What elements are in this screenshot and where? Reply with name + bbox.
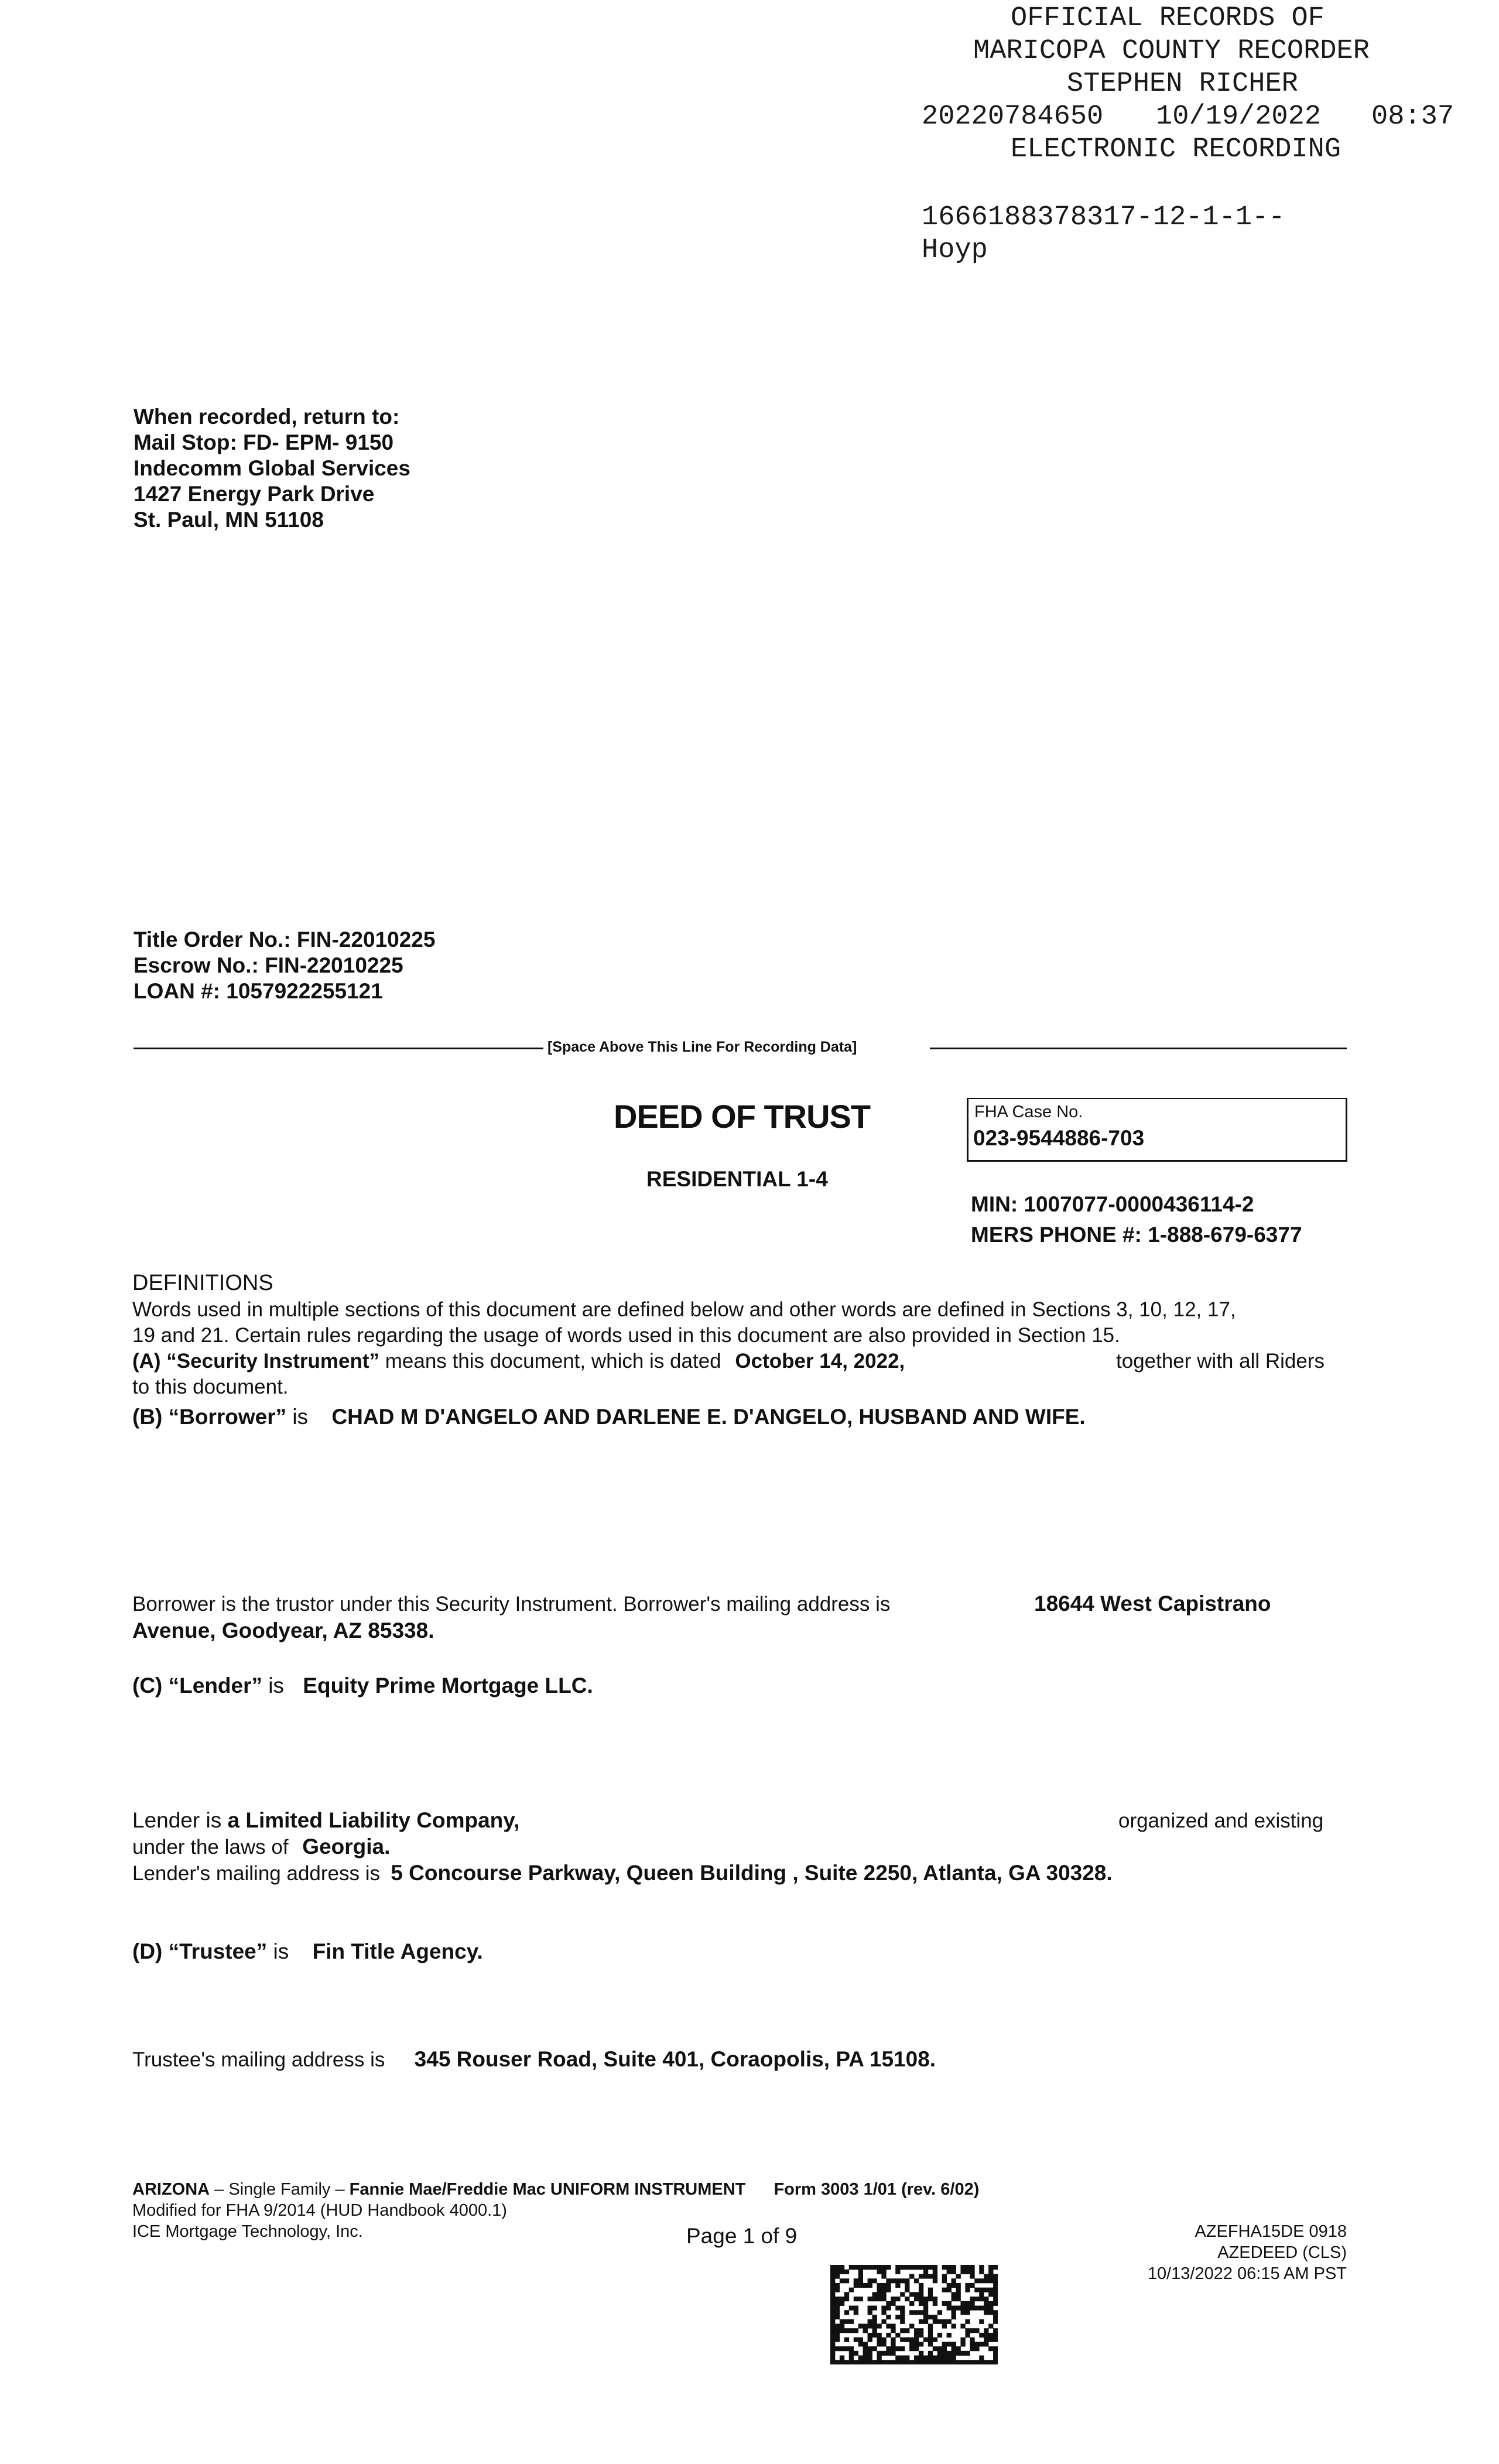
trustee-address-label: Trustee's mailing address is [132, 2048, 385, 2071]
footer-vendor: ICE Mortgage Technology, Inc. [132, 2222, 363, 2241]
definition-a-text: means this document, which is dated [385, 1350, 721, 1373]
definition-d-label: (D) “Trustee” [132, 1939, 268, 1963]
lender-address-row [132, 1860, 1113, 1887]
title-order-label: Title Order No.: [134, 928, 291, 952]
title-order-number: FIN-22010225 [296, 928, 436, 952]
title-order-row [134, 926, 435, 953]
separator-rule-left [134, 1048, 543, 1049]
footer-code-2: AZEDEED (CLS) [1217, 2243, 1347, 2262]
footer-form-number: Form 3003 1/01 (rev. 6/02) [774, 2180, 980, 2199]
lender-laws-label: under the laws of [132, 1836, 289, 1859]
stamp-line-5: ELECTRONIC RECORDING [1011, 134, 1341, 165]
document-subtitle: RESIDENTIAL 1-4 [646, 1167, 828, 1191]
lender-address-label: Lender's mailing address is [132, 1862, 381, 1885]
separator-rule-right [930, 1048, 1347, 1049]
return-to-street: 1427 Energy Park Drive [134, 482, 375, 506]
lender-type: a Limited Liability Company, [227, 1808, 520, 1832]
footer-family: – Single Family – [214, 2180, 345, 2199]
escrow-number: FIN-22010225 [265, 953, 403, 977]
borrower-names: CHAD M D'ANGELO AND DARLENE E. D'ANGELO, HUSBAND AND WIFE. [331, 1405, 1086, 1429]
trustee-address-row [132, 2046, 936, 2073]
mers-min-number: 1007077-0000436114-2 [1024, 1192, 1254, 1216]
loan-number: 1057922255121 [226, 979, 383, 1003]
definition-a-label: (A) “Security Instrument” [132, 1350, 379, 1373]
stamp-tracking-number: 1666188378317-12-1-1-- [922, 202, 1285, 233]
borrower-address-line-2: Avenue, Goodyear, AZ 85338. [132, 1618, 434, 1642]
definitions-intro-line-1: Words used in multiple sections of this document are defined below and other words are defined in Sections 3, 10, 12, 17, [132, 1298, 1236, 1321]
lender-name: Equity Prime Mortgage LLC. [303, 1674, 593, 1698]
definition-b-row [132, 1404, 1086, 1431]
definition-a-riders: together with all Riders [1116, 1350, 1325, 1373]
footer-code-1: AZEFHA15DE 0918 [1195, 2222, 1347, 2241]
lender-state: Georgia. [302, 1835, 391, 1859]
mers-min-label: MIN: [971, 1192, 1018, 1216]
escrow-label: Escrow No.: [134, 953, 259, 977]
lender-is: Lender is [132, 1808, 222, 1832]
trustee-name: Fin Title Agency. [312, 1939, 483, 1963]
datamatrix-barcode [830, 2265, 998, 2364]
fha-case-label: FHA Case No. [974, 1103, 1083, 1121]
fha-case-box [967, 1098, 1347, 1162]
recording-data-label: [Space Above This Line For Recording Data] [547, 1039, 857, 1055]
loan-label: LOAN #: [134, 979, 220, 1003]
page-number: Page 1 of 9 [686, 2224, 798, 2248]
mers-phone-number: 1-888-679-6377 [1148, 1223, 1302, 1247]
mers-phone-label: MERS PHONE #: [971, 1223, 1142, 1247]
footer-modified: Modified for FHA 9/2014 (HUD Handbook 4000.1) [132, 2201, 507, 2220]
footer-state: ARIZONA [132, 2180, 210, 2199]
borrower-address-intro: Borrower is the trustor under this Security Instrument. Borrower's mailing address is [132, 1593, 891, 1616]
return-to-company: Indecomm Global Services [134, 456, 410, 480]
definition-d-row [132, 1938, 483, 1965]
mers-min-row [971, 1191, 1254, 1218]
definition-c-is: is [268, 1674, 285, 1698]
definitions-intro-line-2: 19 and 21. Certain rules regarding the usage of words used in this document are also provided in Section 15. [132, 1324, 1120, 1347]
definition-a-row [132, 1349, 905, 1374]
stamp-line-2: MARICOPA COUNTY RECORDER [973, 36, 1370, 67]
stamp-time: 08:37 [1371, 101, 1454, 132]
definition-c-label: (C) “Lender” [132, 1674, 262, 1698]
lender-organized: organized and existing [1118, 1809, 1324, 1832]
borrower-address-line-1: 18644 West Capistrano [1034, 1592, 1271, 1616]
stamp-code: Hoyp [922, 235, 988, 266]
mers-phone-row [971, 1221, 1302, 1248]
footer-uniform-instrument: Fannie Mae/Freddie Mac UNIFORM INSTRUMENT [349, 2180, 746, 2199]
stamp-date: 10/19/2022 [1156, 101, 1322, 132]
escrow-row [134, 952, 403, 979]
trustee-address: 345 Rouser Road, Suite 401, Coraopolis, PA 15108. [414, 2047, 936, 2071]
definitions-heading: DEFINITIONS [132, 1271, 273, 1295]
stamp-recording-number: 20220784650 [922, 101, 1104, 132]
footer-timestamp: 10/13/2022 06:15 AM PST [1147, 2264, 1347, 2283]
return-to-city: St. Paul, MN 51108 [134, 508, 324, 532]
lender-type-row [132, 1807, 519, 1834]
footer-form-line [132, 2179, 979, 2200]
definition-d-is: is [273, 1939, 289, 1963]
stamp-line-1: OFFICIAL RECORDS OF [1011, 3, 1325, 34]
fha-case-number: 023-9544886-703 [973, 1126, 1145, 1150]
document-title: DEED OF TRUST [614, 1098, 871, 1135]
security-instrument-date: October 14, 2022, [735, 1350, 905, 1373]
definition-b-is: is [292, 1405, 309, 1429]
definition-c-row [132, 1672, 593, 1699]
lender-address: 5 Concourse Parkway, Queen Building , Suite 2250, Atlanta, GA 30328. [391, 1861, 1113, 1885]
lender-laws-row [132, 1834, 390, 1860]
return-to-mail-stop: Mail Stop: FD- EPM- 9150 [134, 430, 394, 454]
definition-a-continued: to this document. [132, 1375, 289, 1398]
definition-b-label: (B) “Borrower” [132, 1405, 287, 1429]
loan-row [134, 978, 383, 1005]
stamp-recorder-name: STEPHEN RICHER [1067, 69, 1298, 100]
return-to-heading: When recorded, return to: [134, 405, 400, 429]
